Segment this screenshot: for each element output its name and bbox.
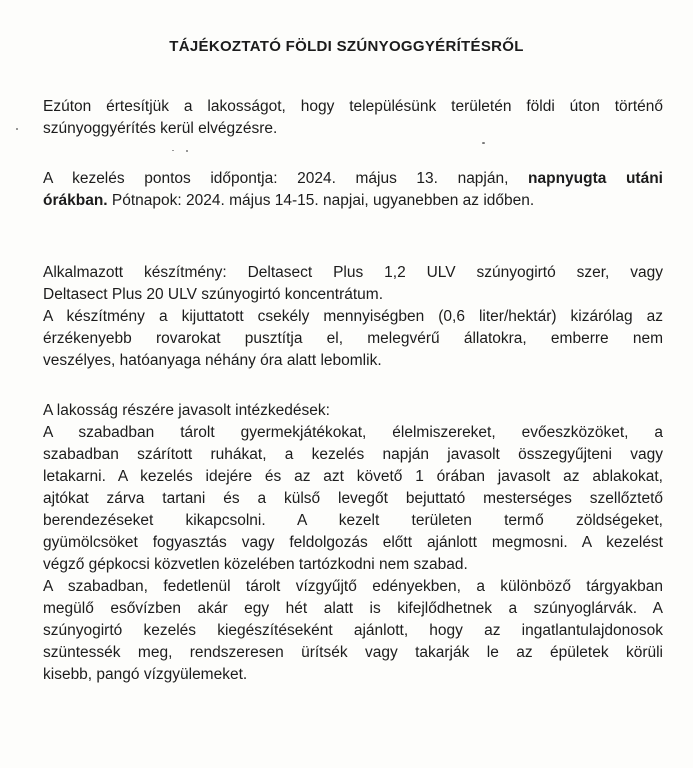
schedule-hours-emphasis: órákban. (43, 192, 108, 209)
scan-speck (186, 150, 188, 152)
schedule-line (43, 168, 663, 190)
measures-line: végző gépkocsi közvetlen közelében tartózkodni nem szabad. (43, 556, 468, 573)
measures-line: gyümölcsöket fogyasztás vagy feldolgozás előtt ajánlott megmosni. A kezelést (43, 534, 663, 551)
measures-line: ajtókat zárva tartani és a külső levegőt bejuttató mesterséges szellőztető (43, 490, 663, 507)
product-line: érzékenyebb rovarokat pusztítja el, melegvérű állatokra, emberre nem (43, 330, 663, 347)
product-line: veszélyes, hatóanyaga néhány óra alatt lebomlik. (43, 352, 382, 369)
product-line: Alkalmazott készítmény: Deltasect Plus 1,2 ULV szúnyogirtó szer, vagy (43, 264, 663, 281)
scan-speck (482, 142, 485, 144)
measures-line: A szabadban tárolt gyermekjátékokat, élelmiszereket, evőeszközöket, a (43, 424, 663, 441)
measures-line: megülő esővízben akár egy hét alatt is kifejlődhetnek a szúnyoglárvák. A (43, 600, 663, 617)
measures-heading: A lakosság részére javasolt intézkedések: (43, 402, 330, 419)
measures-line: kisebb, pangó vízgyülemeket. (43, 666, 248, 683)
measures-line: A szabadban, fedetlenül tárolt vízgyűjtő edényekben, a különböző tárgyakban (43, 578, 663, 595)
measures-line: szúnyogirtó kezelés kiegészítéseként ajánlott, hogy az ingatlantulajdonosok (43, 622, 663, 639)
scan-speck (172, 150, 174, 151)
intro-line: Ezúton értesítjük a lakosságot, hogy településünk területén földi úton történő (43, 98, 663, 115)
page-title: TÁJÉKOZTATÓ FÖLDI SZÚNYOGGYÉRÍTÉSRŐL (169, 38, 524, 55)
schedule-paragraph (43, 168, 663, 212)
measures-line: szüntessék meg, rendszeresen ürítsék vagy takarják le az épületek körüli (43, 644, 663, 661)
measures-line: letakarni. A kezelés idejére és az azt követő 1 órában javasolt az ablakokat, (43, 468, 663, 485)
intro-paragraph (43, 96, 663, 140)
measures-line: szabadban szárított ruhákat, a kezelés napján javasolt összegyűjteni vagy (43, 446, 663, 463)
product-paragraph (43, 262, 663, 372)
schedule-line (43, 190, 663, 212)
schedule-backup-days: Pótnapok: 2024. május 14-15. napjai, ugyanebben az időben. (107, 192, 535, 209)
product-line: Deltasect Plus 20 ULV szúnyogirtó koncentrátum. (43, 286, 384, 303)
measures-paragraph (43, 400, 663, 686)
schedule-time-emphasis: napnyugta utáni (528, 170, 663, 187)
product-line: A készítmény a kijuttatott csekély mennyiségben (0,6 liter/hektár) kizárólag az (43, 308, 663, 325)
scan-speck (16, 128, 18, 130)
measures-line: berendezéseket kikapcsolni. A kezelt területen termő zöldségeket, (43, 512, 663, 529)
intro-line: szúnyoggyérítés kerül elvégzésre. (43, 120, 278, 137)
schedule-date-text: A kezelés pontos időpontja: 2024. május 13. napján, (43, 170, 529, 187)
